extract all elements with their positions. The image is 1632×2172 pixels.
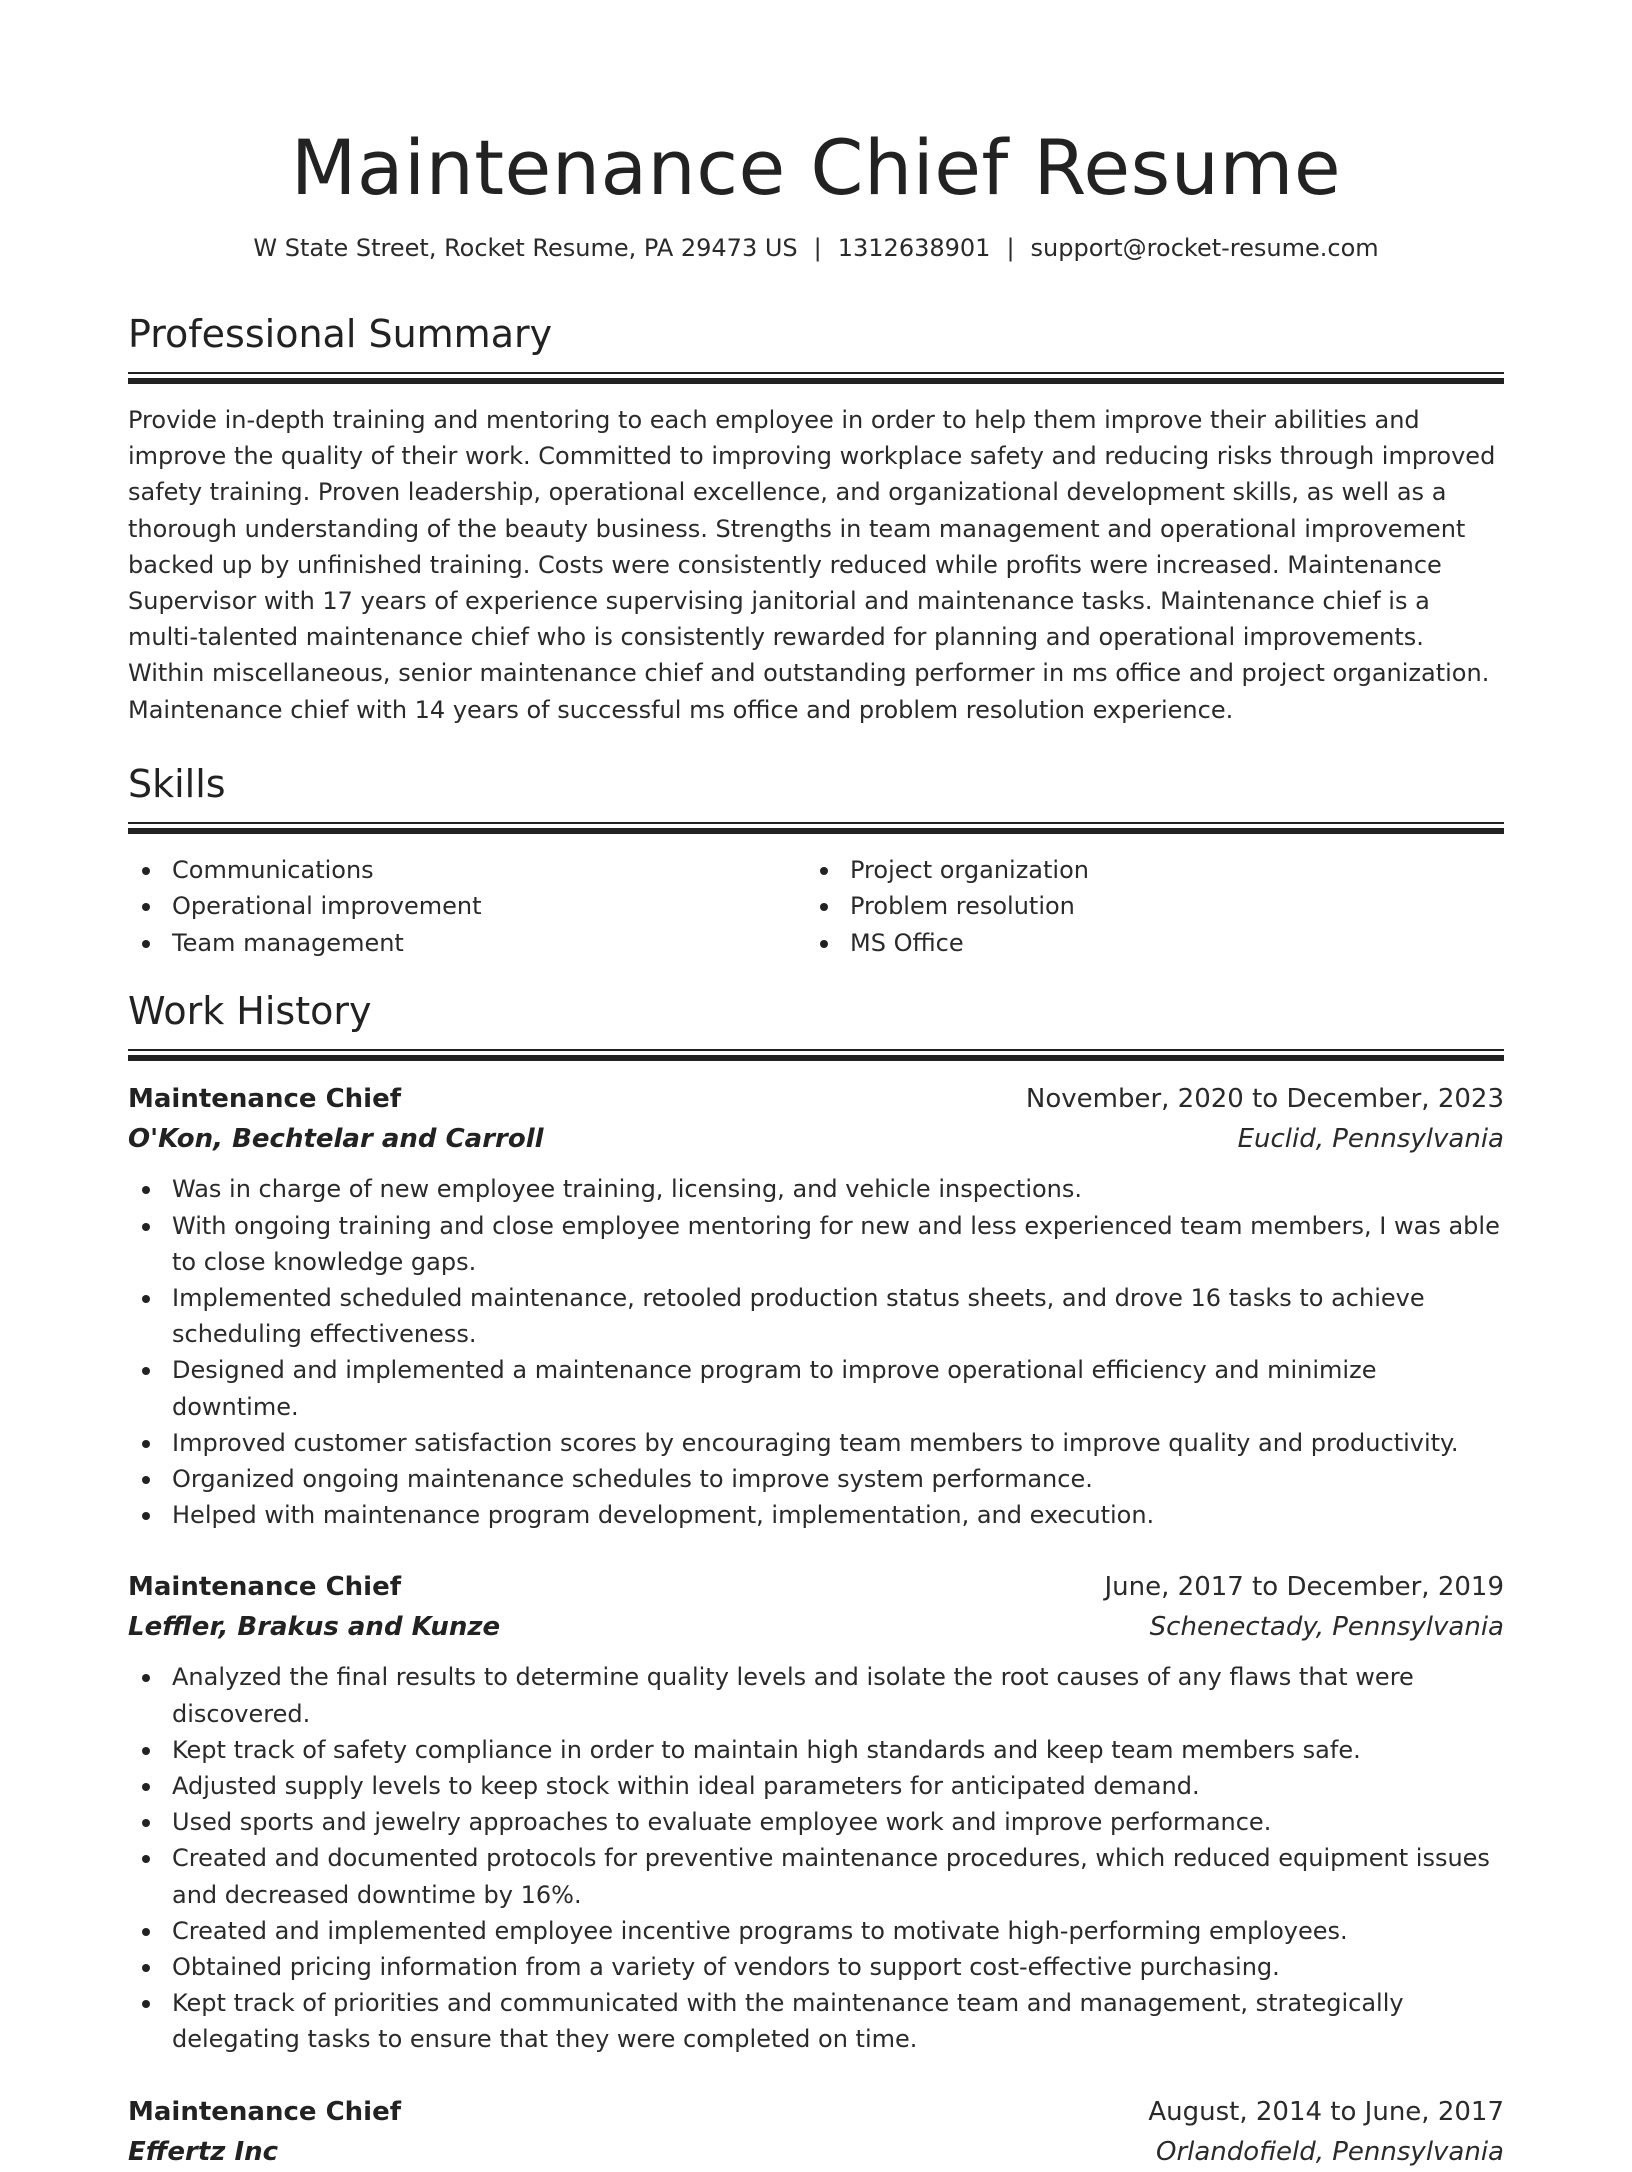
- skills-column-left: [128, 852, 806, 962]
- job-company-row: [128, 1607, 1504, 1647]
- job-entry: [128, 1567, 1504, 2057]
- work-history-heading: Work History: [128, 989, 372, 1034]
- summary-text: Provide in-depth training and mentoring to each employee in order to help them improve their abilities and improve the quality of their work. Committed to improving workplace safety and reducing risks through improved safety training. Proven leadership, operational excellence, and organizational development skills, as well as a thorough understanding of the beauty business. Strengths in team management and operational improvement backed up by unfinished training. Costs were consistently reduced while profits were increased. Maintenance Supervisor with 17 years of experience supervising janitorial and maintenance tasks. Maintenance chief is a multi-talented maintenance chief who is consistently rewarded for planning and operational improvements. Within miscellaneous, senior maintenance chief and outstanding performer in ms office and project organization. Maintenance chief with 14 years of successful ms office and problem resolution experience.: [128, 406, 1496, 724]
- job-company: Leffler, Brakus and Kunze: [128, 1612, 501, 1643]
- job-bullet: Kept track of priorities and communicated with the maintenance team and management, strategically delegating tasks to ensure that they were completed on time.: [128, 1985, 1504, 2057]
- contact-address: W State Street, Rocket Resume, PA 29473 US: [253, 234, 798, 262]
- skill-item: Problem resolution: [806, 888, 1484, 925]
- skills-heading: Skills: [128, 761, 226, 806]
- job-bullet: Kept track of safety compliance in order to maintain high standards and keep team members safe.: [128, 1732, 1504, 1768]
- skill-item: Project organization: [806, 852, 1484, 889]
- section-divider-thick: [128, 378, 1504, 384]
- job-bullet: Improved customer satisfaction scores by encouraging team members to improve quality and productivity.: [128, 1425, 1504, 1461]
- job-location: Euclid, Pennsylvania: [1237, 1124, 1504, 1155]
- contact-separator: |: [1006, 234, 1015, 262]
- job-dates: June, 2017 to December, 2019: [1104, 1572, 1504, 1603]
- job-company-row: [128, 2132, 1504, 2172]
- job-dates: August, 2014 to June, 2017: [1148, 2096, 1504, 2127]
- job-bullet: Adjusted supply levels to keep stock within ideal parameters for anticipated demand.: [128, 1768, 1504, 1804]
- job-bullets: [128, 1171, 1504, 1533]
- job-bullet: Obtained pricing information from a variety of vendors to support cost-effective purchasing.: [128, 1949, 1504, 1985]
- job-bullet: Created and implemented employee incentive programs to motivate high-performing employees.: [128, 1913, 1504, 1949]
- job-company: O'Kon, Bechtelar and Carroll: [128, 1124, 544, 1155]
- job-title: Maintenance Chief: [128, 1572, 402, 1603]
- job-bullet: Analyzed the final results to determine quality levels and isolate the root causes of any flaws that were discovered.: [128, 1659, 1504, 1731]
- job-company-row: [128, 1119, 1504, 1159]
- section-divider: [128, 1049, 1504, 1051]
- job-bullet: Created and documented protocols for preventive maintenance procedures, which reduced equipment issues and decreased downtime by 16%.: [128, 1840, 1504, 1912]
- contact-email: support@rocket-resume.com: [1030, 234, 1379, 262]
- section-divider: [128, 822, 1504, 824]
- job-bullet: Organized ongoing maintenance schedules to improve system performance.: [128, 1461, 1504, 1497]
- job-entry: [128, 2092, 1504, 2172]
- skill-item: Operational improvement: [128, 888, 806, 925]
- contact-line: [128, 230, 1504, 266]
- job-bullet: Was in charge of new employee training, licensing, and vehicle inspections.: [128, 1171, 1504, 1207]
- job-header-row: [128, 1079, 1504, 1119]
- job-bullet: Helped with maintenance program development, implementation, and execution.: [128, 1497, 1504, 1533]
- job-entry: [128, 1079, 1504, 1533]
- skill-item: MS Office: [806, 925, 1484, 962]
- job-title: Maintenance Chief: [128, 2096, 402, 2127]
- skills-list: [128, 852, 1504, 962]
- job-dates: November, 2020 to December, 2023: [1025, 1084, 1504, 1115]
- job-location: Schenectady, Pennsylvania: [1149, 1612, 1504, 1643]
- job-bullets: [128, 1659, 1504, 2057]
- job-location: Orlandofield, Pennsylvania: [1156, 2136, 1504, 2167]
- job-bullet: Designed and implemented a maintenance program to improve operational efficiency and minimize downtime.: [128, 1352, 1504, 1424]
- section-divider-thick: [128, 828, 1504, 834]
- job-title: Maintenance Chief: [128, 1084, 402, 1115]
- job-header-row: [128, 1567, 1504, 1607]
- job-bullet: With ongoing training and close employee mentoring for new and less experienced team members, I was able to close knowledge gaps.: [128, 1208, 1504, 1280]
- section-divider: [128, 372, 1504, 374]
- contact-phone: 1312638901: [837, 234, 991, 262]
- summary-heading: Professional Summary: [128, 312, 553, 356]
- section-divider-thick: [128, 1055, 1504, 1061]
- skills-column-right: [806, 852, 1484, 962]
- skill-item: Communications: [128, 852, 806, 889]
- job-bullet: Used sports and jewelry approaches to evaluate employee work and improve performance.: [128, 1804, 1504, 1840]
- page-title: Maintenance Chief Resume: [290, 123, 1342, 212]
- skill-item: Team management: [128, 925, 806, 962]
- job-company: Effertz Inc: [128, 2136, 279, 2167]
- job-bullet: Implemented scheduled maintenance, retooled production status sheets, and drove 16 tasks to achieve scheduling effectiveness.: [128, 1280, 1504, 1352]
- resume-page: [128, 0, 1504, 2172]
- contact-separator: |: [813, 234, 822, 262]
